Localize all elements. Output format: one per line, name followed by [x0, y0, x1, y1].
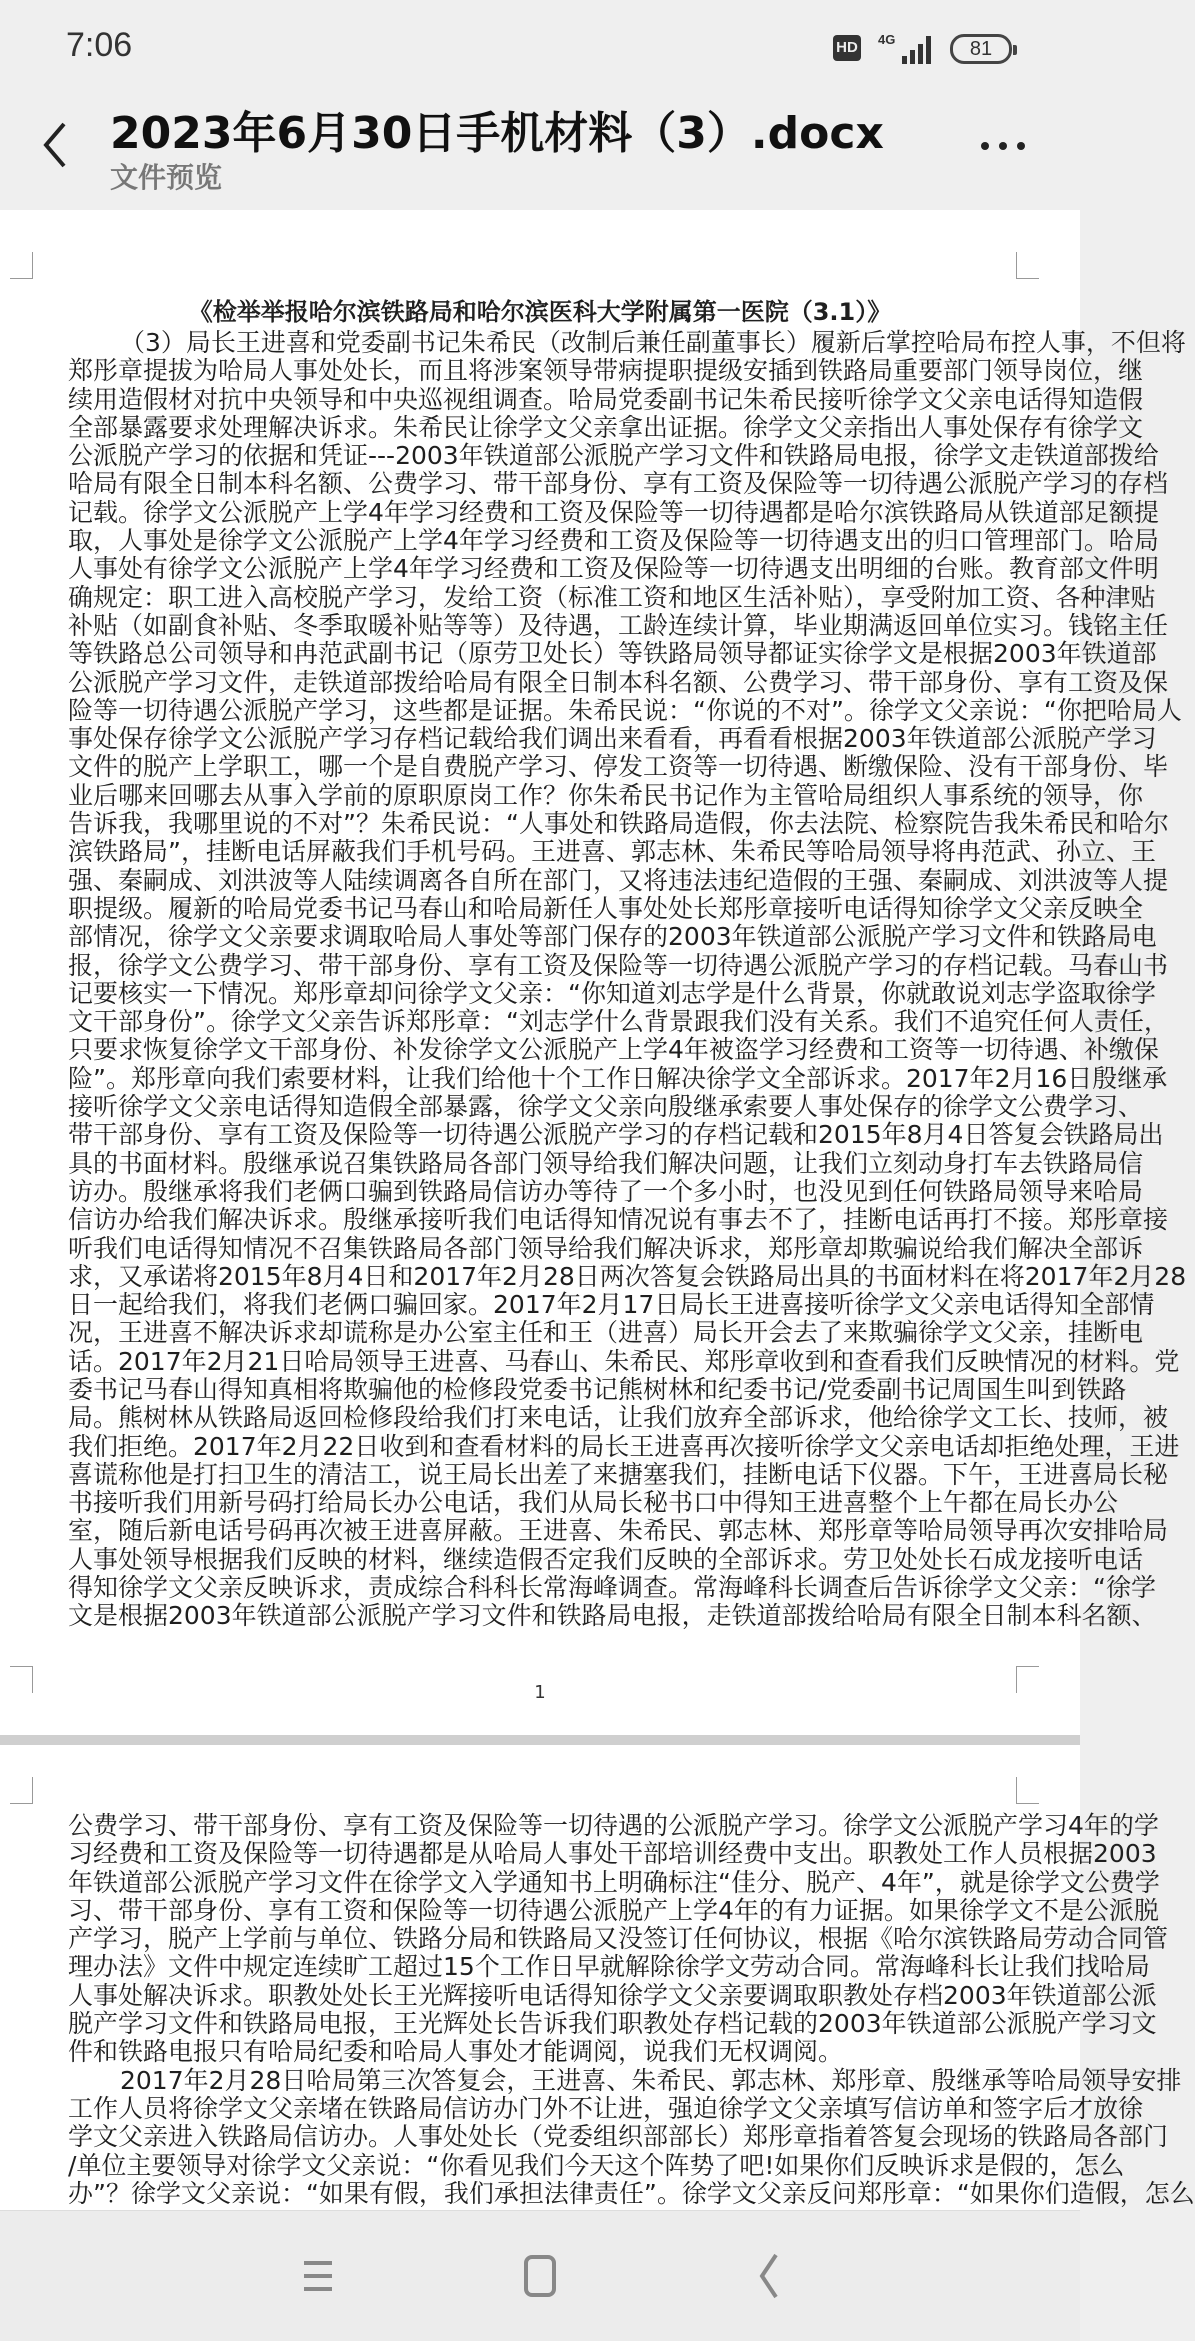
document-page-1[interactable]: [0, 210, 1187, 1735]
text-line: 产学习，脱产上学前与单位、铁路分局和铁路局又没签订任何协议，根据《哈尔滨铁路局劳动合同管: [68, 1924, 1169, 1954]
chevron-left-icon: [36, 120, 76, 170]
crop-mark: [1016, 1777, 1039, 1804]
home-button[interactable]: [510, 2251, 570, 2301]
text-line: 续用造假材对抗中央领导和中央巡视组调查。哈局党委副书记朱希民接听徐学文父亲电话得知造假: [68, 384, 1144, 414]
text-line: 公派脱产学习的依据和凭证---2003年铁道部公派脱产学习文件和铁路局电报，徐学文走铁道部拨给: [68, 441, 1159, 471]
crop-mark: [10, 252, 33, 279]
system-nav-bar: [0, 2210, 1080, 2341]
text-line: 取，人事处是徐学文公派脱产上学4年学习经费和工资及保险等一切待遇支出的归口管理部门。哈局: [68, 526, 1159, 556]
text-line: 习、带干部身份、享有工资和保险等一切待遇公派脱产上学4年的有力证据。如果徐学文不是公派脱: [68, 1895, 1159, 1925]
crop-mark: [1016, 252, 1039, 279]
more-options-button[interactable]: [975, 125, 1035, 165]
text-line: 我们拒绝。2017年2月22日收到和查看材料的局长王进喜再次接听徐学文父亲电话却拒绝处理，王进: [68, 1431, 1180, 1461]
text-line: 信访办给我们解决诉求。殷继承接听我们电话得知情况说有事去不了，挂断电话再打不接。郑彤章接: [68, 1205, 1169, 1235]
text-line: 业后哪来回哪去从事入学前的原职原岗工作？你朱希民书记作为主管哈局组织人事系统的领导，你: [68, 780, 1144, 810]
text-line: 郑彤章提拔为哈局人事处处长，而且将涉案领导带病提职提级安插到铁路局重要部门领导岗位，继: [68, 356, 1144, 386]
document-title: 2023年6月30日手机材料（3）.docx: [110, 108, 884, 159]
text-line: 人事处解决诉求。职教处处长王光辉接听电话得知徐学文父亲要调取职教处存档2003年铁道部公派: [68, 1980, 1157, 2010]
text-line: 喜谎称他是打扫卫生的清洁工，说王局长出差了来搪塞我们，挂断电话下仪器。下午，王进喜局长秘: [68, 1459, 1169, 1489]
text-line: 日一起给我们，将我们老俩口骗回家。2017年2月17日局长王进喜接听徐学文父亲电话得知全部情: [68, 1290, 1155, 1320]
text-line: 局。熊树林从铁路局返回检修段给我们打来电话，让我们放弃全部诉求，他给徐学文工长、技师，被: [68, 1403, 1169, 1433]
text-line: 人事处有徐学文公派脱产上学4年学习经费和工资及保险等一切待遇支出明细的台账。教育部文件明: [68, 554, 1159, 584]
page-heading: 《检举举报哈尔滨铁路局和哈尔滨医科大学附属第一医院（3.1）》: [188, 298, 892, 326]
page-number: 1: [534, 1682, 546, 1703]
text-line: 话。2017年2月21日哈局领导王进喜、马春山、朱希民、郑彤章收到和查看我们反映情况的材料。党: [68, 1346, 1180, 1376]
text-line: 理办法》文件中规定连续旷工超过15个工作日早就解除徐学文劳动合同。常海峰科长让我们找哈局: [68, 1952, 1150, 1982]
text-line: 文是根据2003年铁道部公派脱产学习文件和铁路局电报，走铁道部拨给哈局有限全日制本科名额、: [68, 1601, 1157, 1631]
text-line: 委书记马春山得知真相将欺骗他的检修段党委书记熊树林和纪委书记/党委副书记周国生叫到铁路: [68, 1374, 1127, 1404]
text-line: 报，徐学文公费学习、带干部身份、享有工资及保险等一切待遇公派脱产学习的存档记载。马春山书: [68, 950, 1169, 980]
page-separator: [0, 1735, 1080, 1745]
text-line: 习经费和工资及保险等一切待遇都是从哈局人事处干部培训经费中支出。职教处工作人员根据2003: [68, 1839, 1157, 1869]
text-line: 求，又承诺将2015年8月4日和2017年2月28日两次答复会铁路局出具的书面材料在将2017年2月28: [68, 1261, 1187, 1291]
text-line: /单位主要领导对徐学文父亲说：“你看见我们今天这个阵势了吧!如果你们反映诉求是假的，怎么: [68, 2150, 1125, 2180]
system-back-button[interactable]: [738, 2251, 798, 2301]
status-time: 7:06: [66, 26, 133, 64]
text-line: 人事处领导根据我们反映的材料，继续造假否定我们反映的全部诉求。劳卫处处长石成龙接听电话: [68, 1544, 1144, 1574]
text-line: 等铁路总公司领导和冉范武副书记（原劳卫处长）等铁路局领导都证实徐学文是根据2003年铁道部: [68, 639, 1157, 669]
text-line: 年铁道部公派脱产学习文件在徐学文入学通知书上明确标注“佳分、脱产、4年”，就是徐学文公费学: [68, 1867, 1160, 1897]
page-body: [68, 1811, 1195, 2208]
text-line: 告诉我，我哪里说的不对”？朱希民说：“人事处和铁路局造假，你去法院、检察院告我朱希民和哈尔: [68, 809, 1169, 839]
home-icon: [510, 2251, 570, 2301]
text-line: 险”。郑彤章向我们索要材料，让我们给他十个工作日解决徐学文全部诉求。2017年2月16日殷继承: [68, 1063, 1168, 1093]
text-line: 事处保存徐学文公派脱产学习存档记载给我们调出来看看，再看看根据2003年铁道部公派脱产学习: [68, 724, 1157, 754]
back-icon: [738, 2251, 798, 2301]
text-line: 听我们电话得知情况不召集铁路局各部门领导给我们解决诉求，郑彤章却欺骗说给我们解决全部诉: [68, 1233, 1144, 1263]
text-line: 强、秦嗣成、刘洪波等人陆续调离各自所在部门，又将违法违纪造假的王强、秦嗣成、刘洪波等人提: [68, 865, 1169, 895]
text-line: 2017年2月28日哈局第三次答复会，王进喜、朱希民、郭志林、郑彤章、殷继承等哈局领导安排: [120, 2065, 1182, 2095]
text-line: 工作人员将徐学文父亲堵在铁路局信访办门外不让进，强迫徐学文父亲填写信访单和签字后才放徐: [68, 2093, 1144, 2123]
text-line: 确规定：职工进入高校脱产学习，发给工资（标准工资和地区生活补贴），享受附加工资、各种津贴: [68, 582, 1156, 612]
hd-voice-icon: HD: [833, 35, 861, 61]
text-line: 补贴（如副食补贴、冬季取暖补贴等等）及待遇，工龄连续计算，毕业期满返回单位实习。钱铭主任: [68, 610, 1169, 640]
text-line: 室，随后新电话号码再次被王进喜屏蔽。王进喜、朱希民、郭志林、郑彤章等哈局领导再次安排哈局: [68, 1516, 1169, 1546]
text-line: 接听徐学文父亲电话得知造假全部暴露，徐学文父亲向殷继承索要人事处保存的徐学文公费学习、: [68, 1092, 1144, 1122]
text-line: 件和铁路电报只有哈局纪委和哈局人事处才能调阅，说我们无权调阅。: [68, 2037, 844, 2067]
page-body: [68, 328, 1187, 1631]
text-line: 访办。殷继承将我们老俩口骗到铁路局信访办等待了一个多小时，也没见到任何铁路局领导来哈局: [68, 1176, 1144, 1206]
text-line: 文件的脱产上学职工，哪一个是自费脱产学习、停发工资等一切待遇、断缴保险、没有干部身份、毕: [68, 752, 1169, 782]
text-line: 况，王进喜不解决诉求却谎称是办公室主任和王（进喜）局长开会去了来欺骗徐学文父亲，挂断电: [68, 1318, 1144, 1348]
document-page-2[interactable]: [0, 1745, 1195, 2210]
text-line: 险等一切待遇公派脱产学习，这些都是证据。朱希民说：“你说的不对”。徐学文父亲说：“你把哈局人: [68, 695, 1182, 725]
text-line: 带干部身份、享有工资及保险等一切待遇公派脱产学习的存档记载和2015年8月4日答复会铁路局出: [68, 1120, 1164, 1150]
text-line: 公派脱产学习文件，走铁道部拨给哈局有限全日制本科名额、公费学习、带干部身份、享有工资及保: [68, 667, 1169, 697]
text-line: 部情况，徐学文父亲要求调取哈局人事处等部门保存的2003年铁道部公派脱产学习文件和铁路局电: [68, 922, 1157, 952]
text-line: 得知徐学文父亲反映诉求，责成综合科科长常海峰调查。常海峰科长调查后告诉徐学文父亲：“徐学: [68, 1573, 1156, 1603]
text-line: 学文父亲进入铁路局信访办。人事处处长（党委组织部部长）郑彤章指着答复会现场的铁路局各部门: [68, 2122, 1169, 2152]
text-line: 脱产学习文件和铁路局电报，王光辉处长告诉我们职教处存档记载的2003年铁道部公派脱产学习文: [68, 2009, 1157, 2039]
signal-icon: [892, 34, 934, 64]
text-line: 公费学习、带干部身份、享有工资及保险等一切待遇的公派脱产学习。徐学文公派脱产学习4年的学: [68, 1811, 1159, 1840]
text-line: 书接听我们用新号码打给局长办公电话，我们从局长秘书口中得知王进喜整个上午都在局长办公: [68, 1488, 1119, 1518]
battery-icon: 81: [950, 34, 1012, 64]
menu-icon: [288, 2251, 348, 2301]
status-bar: [0, 0, 1080, 100]
text-line: 办”？徐学文父亲说：“如果有假，我们承担法律责任”。徐学文父亲反问郑彤章：“如果你们造假，怎么: [68, 2178, 1195, 2208]
text-line: 哈局有限全日制本科名额、公费学习、带干部身份、享有工资及保险等一切待遇公派脱产学习的存档: [68, 469, 1169, 499]
text-line: （3）局长王进喜和党委副书记朱希民（改制后兼任副董事长）履新后掌控哈局布控人事，不但将: [120, 328, 1186, 357]
text-line: 职提级。履新的哈局党委书记马春山和哈局新任人事处处长郑彤章接听电话得知徐学文父亲反映全: [68, 893, 1144, 923]
recent-apps-button[interactable]: [288, 2251, 348, 2301]
text-line: 具的书面材料。殷继承说召集铁路局各部门领导给我们解决问题，让我们立刻动身打车去铁路局信: [68, 1148, 1144, 1178]
text-line: 记载。徐学文公派脱产上学4年学习经费和工资及保险等一切待遇都是哈尔滨铁路局从铁道部足额提: [68, 497, 1159, 527]
crop-mark: [10, 1777, 33, 1804]
network-type: 4G: [878, 32, 896, 47]
text-line: 滨铁路局”，挂断电话屏蔽我们手机号码。王进喜、郭志林、朱希民等哈局领导将冉范武、孙立、王: [68, 837, 1156, 867]
text-line: 只要求恢复徐学文干部身份、补发徐学文公派脱产上学4年被盗学习经费和工资等一切待遇、补缴保: [68, 1035, 1159, 1065]
text-line: 记要核实一下情况。郑彤章却问徐学文父亲：“你知道刘志学是什么背景，你就敢说刘志学盗取徐学: [68, 978, 1156, 1008]
text-line: 全部暴露要求处理解决诉求。朱希民让徐学文父亲拿出证据。徐学文父亲指出人事处保存有徐学文: [68, 412, 1144, 442]
document-subtitle: 文件预览: [110, 161, 223, 194]
back-button[interactable]: [36, 120, 76, 170]
text-line: 文干部身份”。徐学文父亲告诉郑彤章：“刘志学什么背景跟我们没有关系。我们不追究任何人责任，: [68, 1007, 1169, 1037]
